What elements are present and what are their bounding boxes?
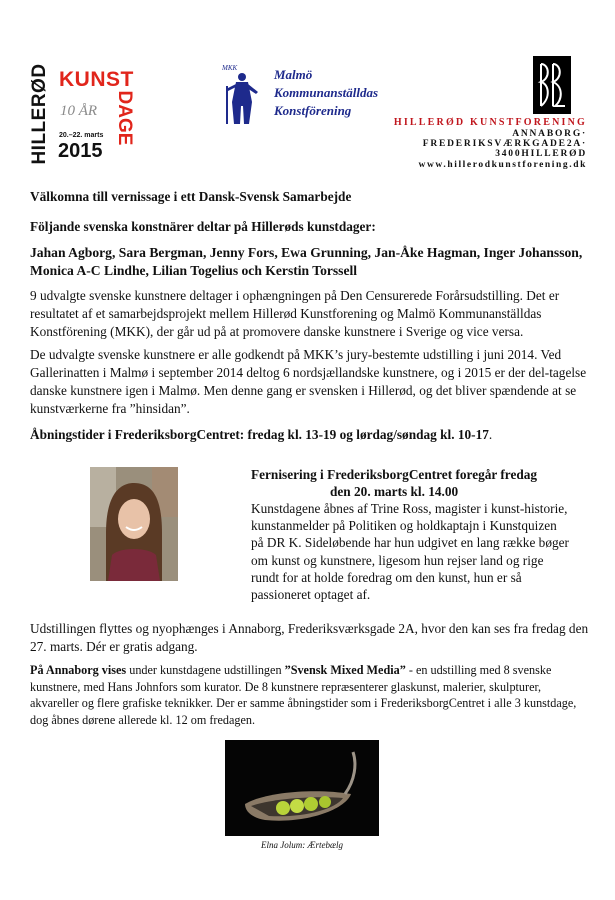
- mkk-line-1: Malmö: [274, 67, 313, 82]
- mkk-figure-icon: [222, 62, 262, 128]
- mkk-name: [274, 66, 378, 120]
- hk-address-3: 3400HILLERØD: [495, 149, 587, 159]
- mkk-line-2: Kommunanställdas: [274, 85, 379, 100]
- fernisering-body: Kunstdagene åbnes af Trine Ross, magister i kunst-historie, kunstanmelder på Politiken og holdkaptajn i Kunstquizen på DR K. Sideløbende har hun udgivet en lang række bøger om kunst og kunstnere, ligesom hun rejser land og rige rundt for at holde foredrag om den kunst, hun er så passioneret optaget af.: [251, 501, 569, 603]
- opening-hours-period: .: [488, 427, 493, 442]
- hk-website-link[interactable]: www.hillerodkunstforening.dk: [418, 160, 587, 170]
- opening-hours-text: Åbningstider i FrederiksborgCentret: fredag kl. 13-19 og lørdag/søndag kl. 10-17: [30, 427, 489, 442]
- paragraph-collaboration: 9 udvalgte svenske kunstnere deltager i ophængningen på Den Censurerede Forårsudstilling. Det er resultatet af et samarbejdsprojekt mellem Hillerød Kunstforening og Malmö Kommunanställdas Konstförening (MKK), der går ud på at promovere danske kunstnere i Sverige og vice versa.: [30, 288, 560, 339]
- hk-address-1: ANNABORG·: [512, 129, 587, 139]
- paragraph-annaborg-move: Udstillingen flyttes og nyophænges i Annaborg, Frederiksværksgade 2A, hvor den kan ses fra fredag den 27. marts. Dér er gratis adgang.: [30, 621, 589, 654]
- heading-artists-intro: Följande svenska konstnärer deltar på Hillerøds kunstdager:: [30, 219, 376, 234]
- mixed-media-text-1: under kunstdagene udstillingen: [126, 663, 285, 677]
- artwork-caption: Elna Jolum: Ærtebælg: [261, 840, 343, 850]
- kunstdage-logo: [27, 63, 139, 165]
- kunstdage-dage-text: DAGE: [114, 90, 135, 146]
- kunstdage-year: 2015: [58, 140, 103, 162]
- heading-welcome: Välkomna till vernissage i ett Dansk-Svensk Samarbejde: [30, 189, 352, 204]
- hk-address-2: FREDERIKSVÆRKGADE2A·: [422, 139, 587, 149]
- artwork-image: [225, 740, 379, 836]
- kunstdage-kunst-text: KUNST: [59, 68, 134, 91]
- opening-hours: [30, 426, 590, 444]
- mixed-media-lead: På Annaborg vises: [30, 663, 127, 677]
- mkk-logo: [222, 62, 379, 128]
- kunstdage-dates: 20.–22. marts: [59, 132, 104, 139]
- paragraph-mixed-media: [30, 662, 590, 728]
- speaker-portrait-image: [90, 467, 178, 581]
- fernisering-heading: [251, 466, 571, 500]
- paragraph-jury: De udvalgte svenske kunstnere er alle godkendt på MKK’s jury-bestemte udstilling i juni 2014. Ved Gallerinatten i Malmø i september 2014 deltog 6 nordsjællandske kunstnere, og i 2015 er der del-tagelse danske kunstnere igen i Malmø. Men denne gang er svensken i Hillerød, og det bliver spændende at se kunstværkerne fra ”hinsidan”.: [30, 347, 587, 416]
- mkk-line-3: Konstförening: [274, 103, 352, 118]
- hk-monogram-icon: [533, 56, 571, 114]
- fernisering-heading-line-1: Fernisering i FrederiksborgCentret foregår fredag: [251, 467, 538, 482]
- kunstdage-anniversary-text: 10 ÅR: [60, 103, 98, 119]
- mixed-media-text-2: - en udstilling med 8 svenske kunstnere, med Hans Johnfors som kurator. De 8 kunstnere repræsenterer glaskunst, malerier, skulpturer, akvareller og flere grafiske teknikker. Der er samme åbningstider som i FrederiksborgCentret i alle 3 kunstdage, dog åbnes dørene allerede kl. 12 om fredagen.: [30, 663, 577, 727]
- mixed-media-title: ”Svensk Mixed Media”: [284, 663, 406, 677]
- fernisering-heading-line-2: den 20. marts kl. 14.00: [330, 484, 459, 499]
- mkk-badge: MKK: [222, 64, 238, 72]
- hk-name: HILLERØD KUNSTFORENING: [393, 117, 587, 128]
- artist-list: Jahan Agborg, Sara Bergman, Jenny Fors, Ewa Grunning, Jan-Åke Hagman, Inger Johansson, Monica A-C Lindhe, Lilian Togelius och Kerstin Torssell: [30, 245, 583, 278]
- kunstdage-hillerod-text: HILLERØD: [29, 63, 50, 165]
- hillerod-kunstforening-logo: [533, 56, 571, 114]
